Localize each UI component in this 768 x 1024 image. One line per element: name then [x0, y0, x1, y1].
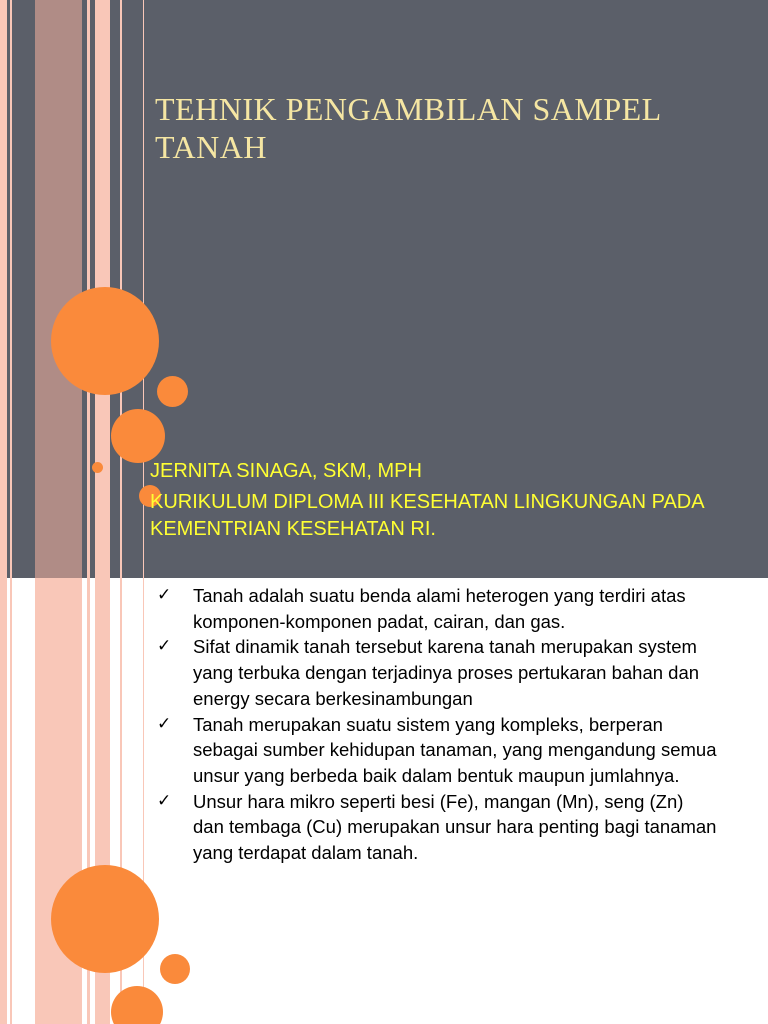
content-slide [0, 578, 768, 1024]
bullet-item [157, 583, 717, 634]
decor-stripe [0, 0, 7, 578]
decor-circle [92, 462, 103, 473]
checkmark-icon: ✓ [157, 790, 172, 811]
bullet-item [157, 712, 717, 789]
decor-circle [111, 409, 165, 463]
checkmark-icon: ✓ [157, 585, 172, 605]
decor-stripe [10, 0, 12, 578]
decor-circle [160, 954, 190, 984]
decor-stripe [10, 578, 12, 1024]
bullet-item [157, 789, 717, 866]
checkmark-icon: ✓ [157, 713, 172, 734]
decor-circle [111, 986, 163, 1024]
bullet-list [157, 583, 717, 866]
bullet-text: Sifat dinamik tanah tersebut karena tanah merupakan system yang terbuka dengan terjadinya proses pertukaran bahan dan energy secara berkesinambungan [193, 636, 700, 709]
decor-stripe [0, 578, 7, 1024]
decor-stripe [35, 0, 82, 578]
bullet-text: Tanah adalah suatu benda alami heterogen yang terdiri atas komponen-komponen padat, cairan, dan gas. [193, 585, 686, 632]
checkmark-icon: ✓ [157, 636, 172, 657]
decor-circle [51, 865, 159, 973]
slide-title: TEHNIK PENGAMBILAN SAMPEL TANAH [155, 91, 661, 165]
author-name: JERNITA SINAGA, SKM, MPH [150, 460, 422, 482]
slide-subtitle [150, 458, 760, 547]
author-affiliation: KURIKULUM DIPLOMA III KESEHATAN LINGKUNGAN PADA KEMENTRIAN KESEHATAN RI. [150, 491, 704, 540]
bullet-item [157, 634, 717, 711]
decor-circle [51, 287, 159, 395]
bullet-text: Unsur hara mikro seperti besi (Fe), mangan (Mn), seng (Zn) dan tembaga (Cu) merupakan unsur hara penting bagi tanaman yang terdapat dalam tanah. [193, 790, 717, 864]
decor-circle [157, 376, 188, 407]
bullet-text: Tanah merupakan suatu sistem yang kompleks, berperan sebagai sumber kehidupan tanaman, yang mengandung semua unsur yang berbeda baik dalam bentuk maupun jumlahnya. [193, 713, 717, 786]
